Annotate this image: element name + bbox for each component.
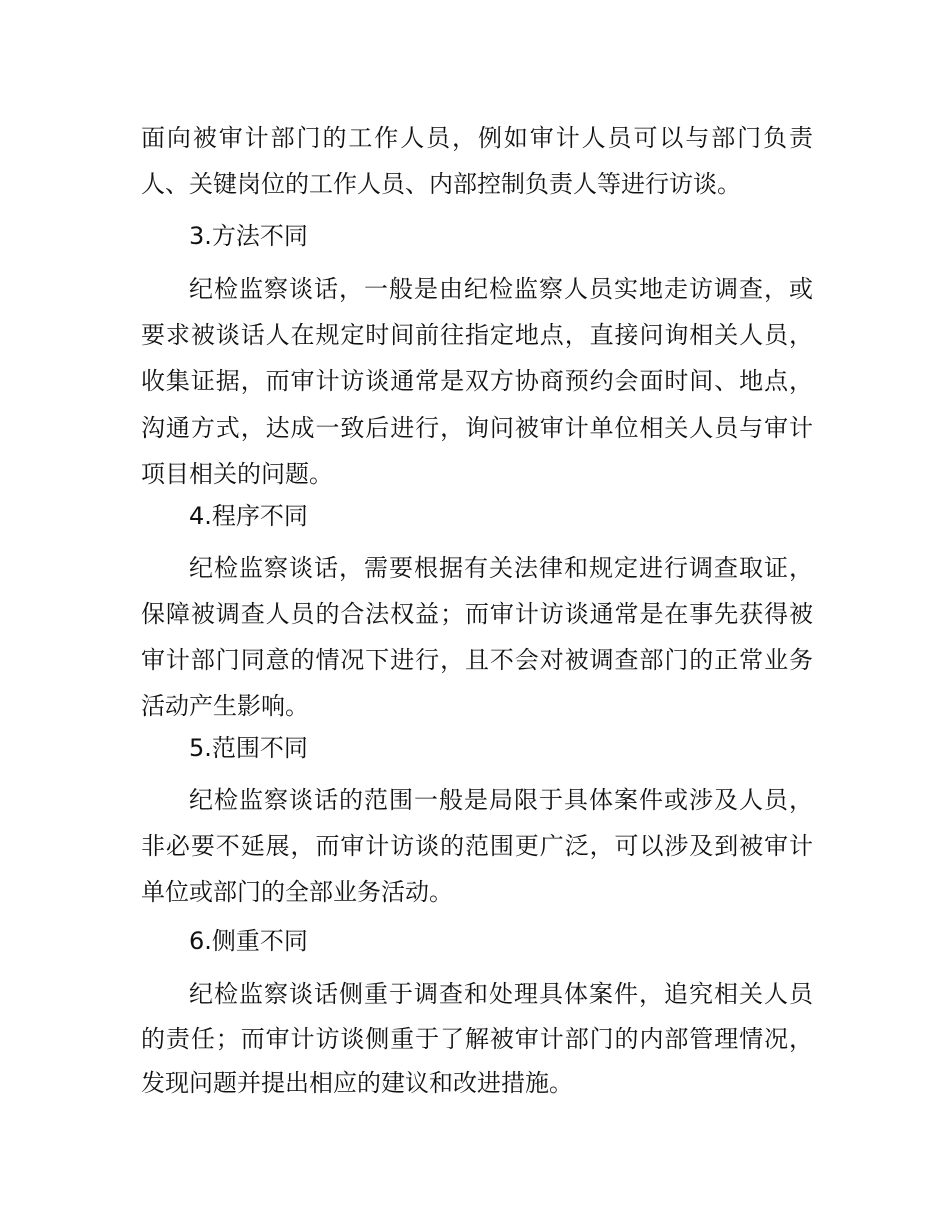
paragraph-line: 项目相关的问题。 (141, 460, 333, 488)
paragraph-line: 面向被审计部门的工作人员，例如审计人员可以与部门负责 (141, 124, 813, 152)
paragraph-line: 纪检监察谈话的范围一般是局限于具体案件或涉及人员， (189, 786, 813, 814)
section-heading-scope: 5.范围不同 (189, 734, 308, 762)
paragraph-line: 沟通方式，达成一致后进行，询问被审计单位相关人员与审计 (141, 414, 813, 442)
paragraph-line: 活动产生影响。 (141, 692, 309, 720)
paragraph-line: 人、关键岗位的工作人员、内部控制负责人等进行访谈。 (141, 170, 741, 198)
section-heading-focus: 6.侧重不同 (189, 927, 308, 955)
paragraph-line: 非必要不延展，而审计访谈的范围更广泛，可以涉及到被审计 (141, 832, 813, 860)
paragraph-line: 要求被谈话人在规定时间前往指定地点，直接问询相关人员， (141, 321, 813, 349)
paragraph-line: 保障被调查人员的合法权益；而审计访谈通常是在事先获得被 (141, 600, 813, 628)
paragraph-line: 纪检监察谈话，需要根据有关法律和规定进行调查取证， (189, 554, 813, 582)
section-heading-procedure: 4.程序不同 (189, 502, 308, 530)
paragraph-line: 纪检监察谈话，一般是由纪检监察人员实地走访调查，或 (189, 275, 813, 303)
paragraph-line: 发现问题并提出相应的建议和改进措施。 (141, 1069, 573, 1097)
paragraph-line: 纪检监察谈话侧重于调查和处理具体案件，追究相关人员 (189, 980, 813, 1008)
paragraph-line: 单位或部门的全部业务活动。 (141, 878, 453, 906)
paragraph-line: 的责任；而审计访谈侧重于了解被审计部门的内部管理情况， (141, 1025, 813, 1053)
paragraph-line: 审计部门同意的情况下进行，且不会对被调查部门的正常业务 (141, 646, 813, 674)
paragraph-line: 收集证据，而审计访谈通常是双方协商预约会面时间、地点， (141, 367, 813, 395)
section-heading-method: 3.方法不同 (189, 222, 308, 250)
